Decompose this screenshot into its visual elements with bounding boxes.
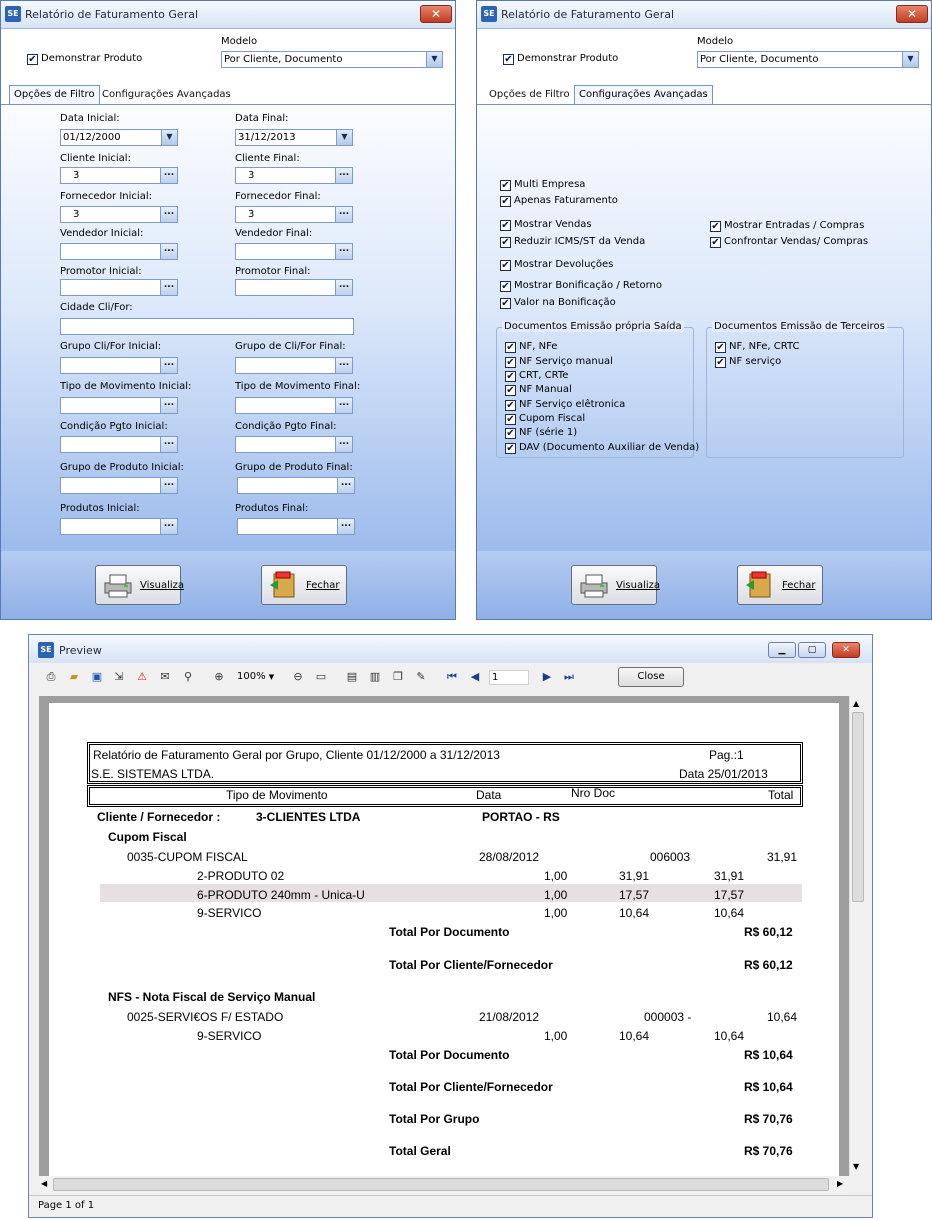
total-doc1-label: Total Por Documento: [389, 925, 510, 939]
total-geral-value: R$ 70,76: [744, 1144, 793, 1158]
doc2-date: 21/08/2012: [479, 1010, 540, 1024]
tab-strip: [477, 85, 931, 105]
chevron-down-icon[interactable]: ▼: [902, 52, 918, 67]
page-number-value: 1: [492, 672, 499, 683]
apenas-faturamento-label: Apenas Faturamento: [514, 195, 618, 206]
item1-total: 31,91: [714, 869, 745, 883]
ellipsis-lookup-button[interactable]: ...: [335, 244, 352, 259]
terceiros-nf-nfe-label: NF, NFe, CRTC: [729, 341, 800, 352]
confrontar-vendas-label: Confrontar Vendas/ Compras: [724, 236, 869, 247]
promotor-final-input[interactable]: [235, 279, 353, 296]
total-cli2-value: R$ 10,64: [744, 1080, 793, 1094]
report-date: Data 25/01/2013: [679, 767, 768, 781]
item4-unit: 10,64: [619, 1029, 650, 1043]
grupo-clifor-final-label: Grupo de Cli/For Final:: [235, 341, 346, 352]
col-nro-doc: Nro Doc: [571, 786, 616, 800]
cliente-final-value: 3: [248, 170, 255, 181]
vendedor-inicial-input[interactable]: [60, 243, 178, 260]
report-page: [49, 703, 839, 1176]
close-window-button[interactable]: ✕: [896, 5, 928, 23]
preview-window: [28, 634, 873, 1218]
app-logo-icon: SE: [5, 6, 21, 22]
valor-bonificacao-label: Valor na Bonificação: [514, 297, 616, 308]
scroll-thumb[interactable]: [852, 712, 864, 902]
multi-empresa-checkbox[interactable]: ✔: [501, 180, 510, 191]
grupo-prod-final-label: Grupo de Produto Final:: [235, 462, 353, 473]
scroll-up-arrow[interactable]: ▲: [853, 699, 860, 708]
tipo-mov-final-label: Tipo de Movimento Final:: [235, 381, 361, 392]
condicao-final-label: Condição Pgto Final:: [235, 421, 337, 432]
ellipsis-lookup-button[interactable]: ...: [160, 244, 177, 259]
promotor-inicial-input[interactable]: [60, 279, 178, 296]
item2-total: 17,57: [714, 888, 745, 902]
grupo-clifor-inicial-input[interactable]: [60, 357, 178, 374]
mostrar-vendas-checkbox[interactable]: ✔: [501, 220, 510, 231]
page-number-input[interactable]: [489, 670, 529, 685]
prev-page-icon[interactable]: ◀: [470, 670, 480, 683]
tipo-mov-inicial-label: Tipo de Movimento Inicial:: [60, 381, 192, 392]
tab-opcoes-filtro[interactable]: Opções de Filtro: [489, 89, 570, 100]
tab-strip: [1, 85, 455, 105]
visualiza-label: Visualiza: [616, 580, 661, 591]
doc1-name: 0035-CUPOM FISCAL: [127, 850, 248, 864]
outline-icon[interactable]: ❐: [393, 670, 403, 683]
ellipsis-lookup-button[interactable]: ...: [337, 478, 354, 493]
title-bar: [1, 1, 455, 29]
fornecedor-inicial-label: Fornecedor Inicial:: [60, 191, 152, 202]
data-inicial-picker[interactable]: [60, 129, 178, 146]
mostrar-devolucoes-checkbox[interactable]: ✔: [501, 260, 510, 271]
tab-configuracoes-avancadas[interactable]: Configurações Avançadas: [102, 89, 231, 100]
mostrar-bonificacao-checkbox[interactable]: ✔: [501, 281, 510, 292]
cliente-final-label: Cliente Final:: [235, 153, 300, 164]
item4-name: 9-SERVICO: [197, 1029, 262, 1043]
modelo-label: Modelo: [221, 36, 258, 47]
cliente-label: Cliente / Fornecedor :: [97, 810, 221, 824]
mostrar-entradas-checkbox[interactable]: ✔: [711, 221, 720, 232]
multi-empresa-label: Multi Empresa: [514, 179, 586, 190]
header-panel: [477, 29, 931, 85]
zoom-in-icon[interactable]: ⊕: [214, 670, 224, 683]
visualiza-button[interactable]: [95, 565, 185, 605]
open-folder-icon[interactable]: ▰: [69, 670, 79, 683]
cliente-inicial-label: Cliente Inicial:: [60, 153, 131, 164]
multi-page-icon[interactable]: ▥: [369, 670, 381, 683]
ellipsis-lookup-button[interactable]: ...: [160, 207, 177, 222]
fechar-label: Fechar: [782, 580, 816, 591]
modelo-value: Por Cliente, Documento: [700, 54, 819, 65]
find-icon[interactable]: ⚲: [183, 670, 193, 683]
window-title: Relatório de Faturamento Geral: [25, 8, 199, 21]
fechar-button[interactable]: [261, 565, 347, 605]
doc1-total: 31,91: [767, 850, 798, 864]
ellipsis-lookup-button[interactable]: ...: [160, 478, 177, 493]
vertical-scrollbar[interactable]: [849, 696, 865, 1176]
chevron-down-icon[interactable]: ▼: [336, 130, 352, 145]
ellipsis-lookup-button[interactable]: ...: [160, 168, 177, 183]
item2-qtd: 1,00: [544, 888, 568, 902]
nf-servico-manual-label: NF Serviço manual: [519, 356, 613, 367]
apenas-faturamento-checkbox[interactable]: ✔: [501, 196, 510, 207]
fornecedor-inicial-value: 3: [73, 209, 80, 220]
chevron-down-icon[interactable]: ▼: [161, 130, 177, 145]
print-icon[interactable]: ⎙: [46, 670, 56, 683]
item4-qtd: 1,00: [544, 1029, 568, 1043]
nf-servico-eletronica-label: NF Serviço elêtronica: [519, 399, 626, 410]
printer-icon: [578, 571, 610, 599]
total-cli2-label: Total Por Cliente/Fornecedor: [389, 1080, 553, 1094]
item1-name: 2-PRODUTO 02: [197, 869, 285, 883]
fechar-label: Fechar: [306, 580, 340, 591]
doc2-name: 0025-SERVI€OS F/ ESTADO: [127, 1010, 284, 1024]
demonstrar-produto-label: Demonstrar Produto: [41, 53, 143, 64]
produtos-final-input[interactable]: [237, 518, 355, 535]
ellipsis-lookup-button[interactable]: ...: [337, 519, 354, 534]
nf-servico-manual-checkbox[interactable]: ✔: [506, 357, 515, 368]
documentos-terceiros-group: [706, 321, 904, 458]
grupo-clifor-final-input[interactable]: [235, 357, 353, 374]
app-logo-icon: SE: [481, 6, 497, 22]
scroll-left-arrow[interactable]: ◀: [41, 1179, 48, 1188]
footer-panel: [1, 551, 455, 619]
zoom-value: 100%: [237, 671, 266, 682]
ellipsis-lookup-button[interactable]: ...: [335, 168, 352, 183]
item2-name: 6-PRODUTO 240mm - Unica-U: [197, 888, 365, 902]
doc1-nro: 006003: [650, 850, 691, 864]
documentos-propria-group: [496, 321, 700, 458]
grupo-prod-inicial-label: Grupo de Produto Inicial:: [60, 462, 184, 473]
total-grupo-label: Total Por Grupo: [389, 1112, 480, 1126]
data-inicial-label: Data Inicial:: [60, 113, 120, 124]
total-grupo-value: R$ 70,76: [744, 1112, 793, 1126]
scroll-down-arrow[interactable]: ▼: [853, 1162, 860, 1171]
close-window-button[interactable]: ✕: [420, 5, 452, 23]
vendedor-final-input[interactable]: [235, 243, 353, 260]
nf-manual-label: NF Manual: [519, 384, 572, 395]
ellipsis-lookup-button[interactable]: ...: [335, 437, 352, 452]
ellipsis-lookup-button[interactable]: ...: [160, 519, 177, 534]
valor-bonificacao-checkbox[interactable]: ✔: [501, 298, 510, 309]
condicao-final-input[interactable]: [235, 436, 353, 453]
col-tipo-movimento: Tipo de Movimento: [226, 788, 328, 802]
ellipsis-lookup-button[interactable]: ...: [160, 358, 177, 373]
mostrar-bonificacao-label: Mostrar Bonificação / Retorno: [514, 280, 662, 291]
dav-checkbox[interactable]: ✔: [506, 443, 515, 454]
fornecedor-final-input[interactable]: [235, 206, 353, 223]
total-geral-label: Total Geral: [389, 1144, 451, 1158]
data-final-value: 31/12/2013: [238, 132, 296, 143]
preview-title: Preview: [59, 644, 102, 657]
total-cli1-label: Total Por Cliente/Fornecedor: [389, 958, 553, 972]
ellipsis-lookup-button[interactable]: ...: [160, 280, 177, 295]
grupo-nfs: NFS - Nota Fiscal de Serviço Manual: [108, 990, 316, 1004]
fornecedor-inicial-input[interactable]: [60, 206, 178, 223]
chevron-down-icon: ▼: [268, 673, 275, 681]
zoom-out-icon[interactable]: ⊖: [293, 670, 303, 683]
exit-door-icon: [744, 571, 776, 599]
total-doc2-label: Total Por Documento: [389, 1048, 510, 1062]
produtos-final-label: Produtos Final:: [235, 503, 309, 514]
cliente-inicial-value: 3: [73, 170, 80, 181]
demonstrar-produto-checkbox[interactable]: ✔: [504, 54, 513, 65]
doc1-date: 28/08/2012: [479, 850, 540, 864]
total-doc1-value: R$ 60,12: [744, 925, 793, 939]
vendedor-inicial-label: Vendedor Inicial:: [60, 228, 144, 239]
hscroll-thumb[interactable]: [53, 1178, 829, 1191]
terceiros-nf-servico-label: NF serviço: [729, 356, 782, 367]
condicao-inicial-input[interactable]: [60, 436, 178, 453]
report-company: S.E. SISTEMAS LTDA.: [91, 767, 215, 781]
zoom-select[interactable]: [237, 671, 283, 685]
data-final-picker[interactable]: [235, 129, 353, 146]
close-button[interactable]: Close: [618, 667, 684, 687]
cupom-fiscal-checkbox[interactable]: ✔: [506, 414, 515, 425]
item4-total: 10,64: [714, 1029, 745, 1043]
grupo-cupom-fiscal: Cupom Fiscal: [108, 830, 187, 844]
status-bar: [29, 1195, 872, 1217]
crt-crte-label: CRT, CRTe: [519, 370, 569, 381]
produtos-inicial-input[interactable]: [60, 518, 178, 535]
next-page-icon[interactable]: ▶: [542, 670, 552, 683]
tab-opcoes-filtro[interactable]: Opções de Filtro: [9, 85, 100, 105]
item3-total: 10,64: [714, 906, 745, 920]
fechar-button[interactable]: [737, 565, 823, 605]
cupom-fiscal-label: Cupom Fiscal: [519, 413, 586, 424]
config-panel: [477, 104, 931, 551]
nf-nfe-label: NF, NFe: [519, 341, 558, 352]
preview-title-bar: [29, 635, 872, 663]
ellipsis-lookup-button[interactable]: ...: [335, 358, 352, 373]
printer-icon: [102, 571, 134, 599]
footer-panel: [477, 551, 931, 619]
demonstrar-produto-checkbox[interactable]: ✔: [28, 54, 37, 65]
modelo-select[interactable]: [697, 51, 919, 68]
nf-servico-eletronica-checkbox[interactable]: ✔: [506, 400, 515, 411]
grupo-prod-final-input[interactable]: [237, 477, 355, 494]
cidade-label: Cidade Cli/For:: [60, 302, 133, 313]
faturamento-window-config: [476, 0, 932, 620]
cliente-final-input[interactable]: [235, 167, 353, 184]
minimize-button[interactable]: ▁: [768, 642, 796, 658]
nf-manual-checkbox[interactable]: ✔: [506, 385, 515, 396]
visualiza-button[interactable]: [571, 565, 661, 605]
documentos-propria-title: Documentos Emissão própria Saída: [504, 321, 682, 332]
pdf-icon[interactable]: ⚠: [137, 670, 147, 683]
demonstrar-produto-label: Demonstrar Produto: [517, 53, 619, 64]
cliente-inicial-input[interactable]: [60, 167, 178, 184]
grupo-clifor-inicial-label: Grupo Cli/For Inicial:: [60, 341, 162, 352]
app-logo-icon: SE: [38, 642, 54, 658]
mostrar-vendas-label: Mostrar Vendas: [514, 219, 592, 230]
data-final-label: Data Final:: [235, 113, 289, 124]
modelo-value: Por Cliente, Documento: [224, 54, 343, 65]
mostrar-devolucoes-label: Mostrar Devoluções: [514, 259, 614, 270]
condicao-inicial-label: Condição Pgto Inicial:: [60, 421, 168, 432]
promotor-final-label: Promotor Final:: [235, 266, 311, 277]
modelo-label: Modelo: [697, 36, 734, 47]
save-icon[interactable]: ▣: [91, 670, 103, 683]
nf-nfe-checkbox[interactable]: ✔: [506, 342, 515, 353]
total-doc2-value: R$ 10,64: [744, 1048, 793, 1062]
ellipsis-lookup-button[interactable]: ...: [335, 398, 352, 413]
report-title: Relatório de Faturamento Geral por Grupo, Cliente 01/12/2000 a 31/12/2013: [93, 748, 500, 762]
terceiros-nf-servico-checkbox[interactable]: ✔: [716, 357, 725, 368]
produtos-inicial-label: Produtos Inicial:: [60, 503, 140, 514]
filter-panel: [1, 104, 455, 551]
report-viewport: [39, 696, 849, 1176]
last-page-icon[interactable]: ⏭: [564, 670, 574, 683]
cliente-name: 3-CLIENTES LTDA: [256, 810, 361, 824]
doc2-total: 10,64: [767, 1010, 798, 1024]
ellipsis-lookup-button[interactable]: ...: [160, 398, 177, 413]
vendedor-final-label: Vendedor Final:: [235, 228, 313, 239]
tipo-mov-inicial-input[interactable]: [60, 397, 178, 414]
visualiza-label: Visualiza: [140, 580, 185, 591]
nf-serie1-label: NF (série 1): [519, 427, 578, 438]
modelo-select[interactable]: [221, 51, 443, 68]
confrontar-vendas-checkbox[interactable]: ✔: [711, 237, 720, 248]
scroll-right-arrow[interactable]: ▶: [837, 1179, 844, 1188]
fit-page-icon[interactable]: ▭: [315, 670, 327, 683]
item1-qtd: 1,00: [544, 869, 568, 883]
report-columns-box: [87, 785, 803, 807]
crt-crte-checkbox[interactable]: ✔: [506, 371, 515, 382]
doc2-nro: 000003 -: [644, 1010, 692, 1024]
ellipsis-lookup-button[interactable]: ...: [335, 280, 352, 295]
report-pag: Pag.:1: [709, 748, 744, 762]
reduzir-icms-checkbox[interactable]: ✔: [501, 237, 510, 248]
faturamento-window-filtro: [0, 0, 456, 620]
single-page-icon[interactable]: ▤: [346, 670, 358, 683]
item3-name: 9-SERVICO: [197, 906, 262, 920]
documentos-terceiros-title: Documentos Emissão de Terceiros: [714, 321, 885, 332]
col-total: Total: [768, 788, 794, 802]
chevron-down-icon[interactable]: ▼: [426, 52, 442, 67]
tipo-mov-final-input[interactable]: [235, 397, 353, 414]
maximize-button[interactable]: ▢: [798, 642, 826, 658]
email-icon[interactable]: ✉: [160, 670, 170, 683]
first-page-icon[interactable]: ⏮: [447, 670, 457, 683]
item3-qtd: 1,00: [544, 906, 568, 920]
window-title: Relatório de Faturamento Geral: [501, 8, 675, 21]
close-preview-x-button[interactable]: ✕: [832, 642, 860, 658]
exit-door-icon: [268, 571, 300, 599]
terceiros-nf-nfe-checkbox[interactable]: ✔: [716, 342, 725, 353]
fornecedor-final-value: 3: [248, 209, 255, 220]
header-panel: [1, 29, 455, 85]
page-status: Page 1 of 1: [38, 1200, 95, 1211]
mostrar-entradas-label: Mostrar Entradas / Compras: [724, 220, 865, 231]
promotor-inicial-label: Promotor Inicial:: [60, 266, 142, 277]
data-inicial-value: 01/12/2000: [63, 132, 121, 143]
item1-unit: 31,91: [619, 869, 650, 883]
nf-serie1-checkbox[interactable]: ✔: [506, 428, 515, 439]
export-icon[interactable]: ⇲: [114, 670, 124, 683]
total-cli1-value: R$ 60,12: [744, 958, 793, 972]
horizontal-scrollbar[interactable]: [39, 1176, 849, 1193]
reduzir-icms-label: Reduzir ICMS/ST da Venda: [514, 236, 646, 247]
cliente-city: PORTAO - RS: [482, 810, 560, 824]
tab-configuracoes-avancadas[interactable]: Configurações Avançadas: [574, 85, 713, 105]
fornecedor-final-label: Fornecedor Final:: [235, 191, 321, 202]
cidade-input[interactable]: [60, 318, 354, 335]
col-data: Data: [476, 788, 502, 802]
ellipsis-lookup-button[interactable]: ...: [160, 437, 177, 452]
ellipsis-lookup-button[interactable]: ...: [335, 207, 352, 222]
item2-unit: 17,57: [619, 888, 650, 902]
dav-label: DAV (Documento Auxiliar de Venda): [519, 442, 700, 453]
title-bar: [477, 1, 931, 29]
edit-icon[interactable]: ✎: [416, 670, 426, 683]
item3-unit: 10,64: [619, 906, 650, 920]
grupo-prod-inicial-input[interactable]: [60, 477, 178, 494]
